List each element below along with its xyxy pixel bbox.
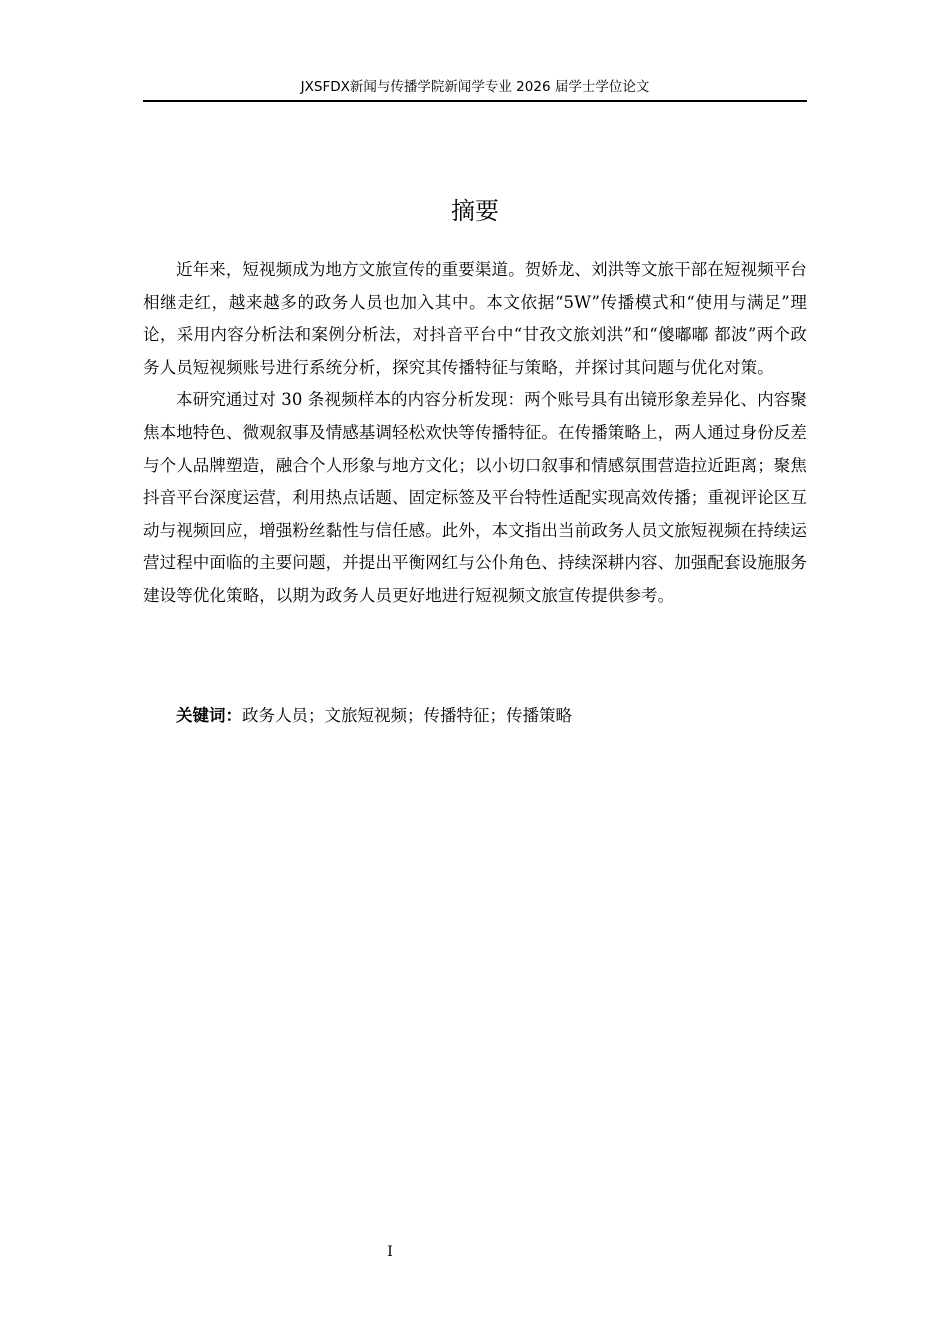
keywords-text: 政务人员；文旅短视频；传播特征；传播策略 xyxy=(242,706,572,725)
running-header: JXSFDX新闻与传播学院新闻学专业 2026 届学士学位论文 xyxy=(300,79,650,95)
abstract-body xyxy=(143,254,807,613)
header-rule xyxy=(143,100,807,102)
abstract-title: 摘要 xyxy=(451,197,499,225)
keywords xyxy=(143,702,807,730)
keywords-label: 关键词： xyxy=(176,706,242,725)
page-number: I xyxy=(387,1244,393,1260)
abstract-paragraph-1: 近年来，短视频成为地方文旅宣传的重要渠道。贺娇龙、刘洪等文旅干部在短视频平台相继走红，越来越多的政务人员也加入其中。本文依据“5W”传播模式和“使用与满足”理论，采用内容分析法和案例分析法，对抖音平台中“甘孜文旅刘洪”和“傻嘟嘟 都波”两个政务人员短视频账号进行系统分析，探究其传播特征与策略，并探讨其问题与优化对策。 xyxy=(143,260,807,377)
abstract-paragraph-2: 本研究通过对 30 条视频样本的内容分析发现：两个账号具有出镜形象差异化、内容聚焦本地特色、微观叙事及情感基调轻松欢快等传播特征。在传播策略上，两人通过身份反差与个人品牌塑造，融合个人形象与地方文化；以小切口叙事和情感氛围营造拉近距离；聚焦抖音平台深度运营，利用热点话题、固定标签及平台特性适配实现高效传播；重视评论区互动与视频回应，增强粉丝黏性与信任感。此外，本文指出当前政务人员文旅短视频在持续运营过程中面临的主要问题，并提出平衡网红与公仆角色、持续深耕内容、加强配套设施服务建设等优化策略，以期为政务人员更好地进行短视频文旅宣传提供参考。 xyxy=(143,390,807,605)
